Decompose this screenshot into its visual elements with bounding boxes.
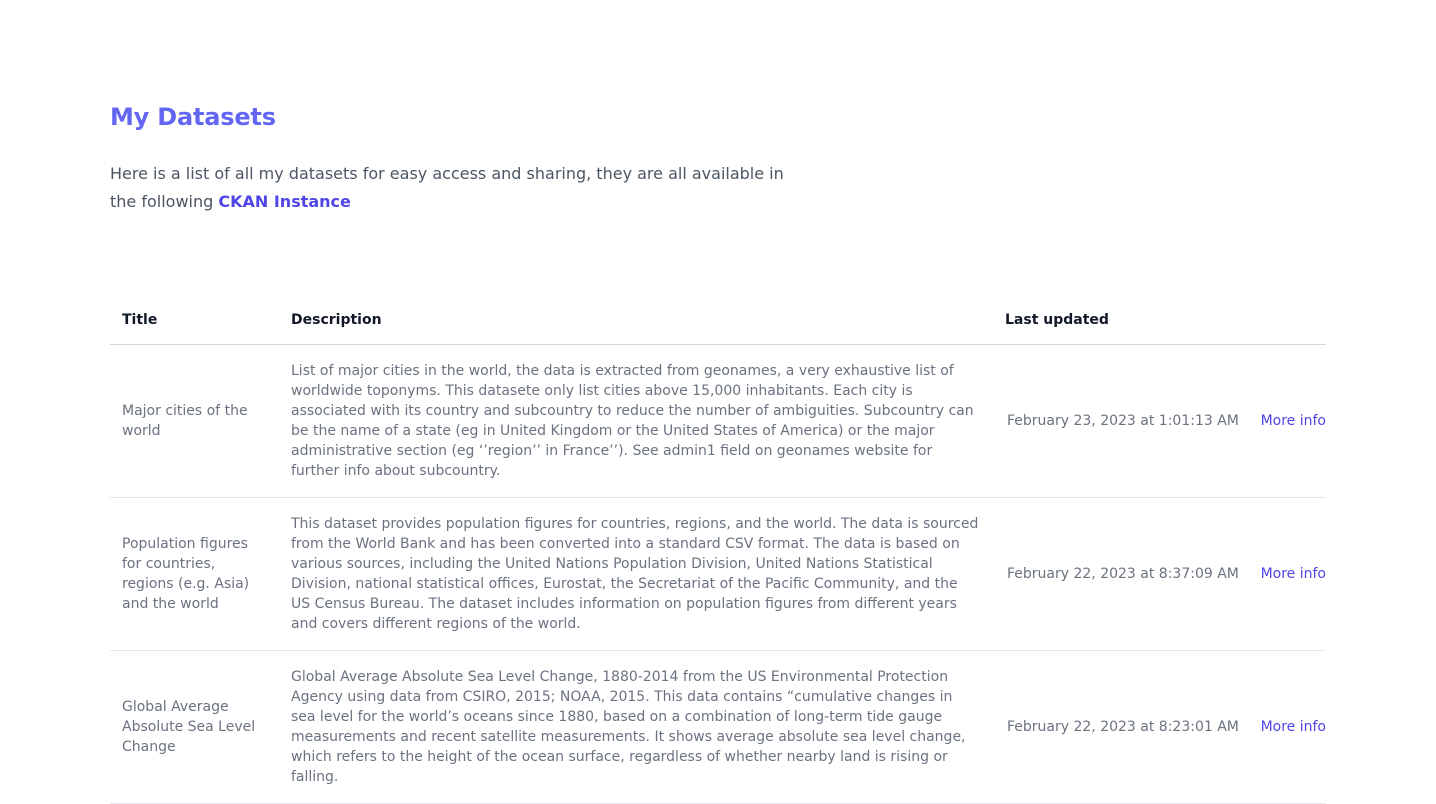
more-info-cell	[1249, 497, 1326, 650]
dataset-last-updated: February 23, 2023 at 1:01:13 AM	[993, 344, 1249, 497]
dataset-last-updated: February 22, 2023 at 8:23:01 AM	[993, 650, 1249, 803]
dataset-description: This dataset provides population figures for countries, regions, and the world. The data is sourced from the World Bank and has been converted into a standard CSV format. The data is based on various sources, including the United Nations Population Division, United Nations Statistical Division, national statistical offices, Eurostat, the Secretariat of the Pacific Community, and the US Census Bureau. The dataset includes information on population figures from different years and covers different regions of the world.	[279, 497, 993, 650]
column-header-title: Title	[110, 297, 279, 344]
more-info-link[interactable]: More info	[1260, 412, 1326, 429]
table-row	[110, 650, 1326, 803]
column-header-description: Description	[279, 297, 993, 344]
column-header-last-updated: Last updated	[993, 297, 1249, 344]
dataset-last-updated: February 22, 2023 at 8:37:09 AM	[993, 497, 1249, 650]
page-title: My Datasets	[110, 103, 276, 131]
column-header-actions	[1249, 297, 1326, 344]
dataset-title: Population figures for countries, regions (e.g. Asia) and the world	[110, 497, 279, 650]
more-info-link[interactable]: More info	[1260, 718, 1326, 735]
more-info-link[interactable]: More info	[1260, 565, 1326, 582]
dataset-description: Global Average Absolute Sea Level Change, 1880-2014 from the US Environmental Protection Agency using data from CSIRO, 2015; NOAA, 2015. This data contains “cumulative changes in sea level for the world’s oceans since 1880, based on a combination of long-term tide gauge measurements and recent satellite measurements. It shows average absolute sea level change, which refers to the height of the ocean surface, regardless of whether nearby land is rising or falling.	[279, 650, 993, 803]
intro-paragraph	[110, 160, 790, 216]
dataset-title: Global Average Absolute Sea Level Change	[110, 650, 279, 803]
table-header	[110, 297, 1326, 344]
ckan-instance-link[interactable]: CKAN Instance	[218, 192, 351, 211]
datasets-table-container	[110, 297, 1326, 804]
dataset-description: List of major cities in the world, the data is extracted from geonames, a very exhaustive list of worldwide toponyms. This datasete only list cities above 15,000 inhabitants. Each city is associated with its country and subcountry to reduce the number of ambiguities. Subcountry can be the name of a state (eg in United Kingdom or the United States of America) or the major administrative section (eg ‘’region’’ in France’’). See admin1 field on geonames website for further info about subcountry.	[279, 344, 993, 497]
table-row	[110, 497, 1326, 650]
dataset-title: Major cities of the world	[110, 344, 279, 497]
datasets-table	[110, 297, 1326, 804]
more-info-cell	[1249, 344, 1326, 497]
intro-text: Here is a list of all my datasets for easy access and sharing, they are all available in the following	[110, 164, 784, 211]
more-info-cell	[1249, 650, 1326, 803]
table-row	[110, 344, 1326, 497]
table-body	[110, 344, 1326, 803]
